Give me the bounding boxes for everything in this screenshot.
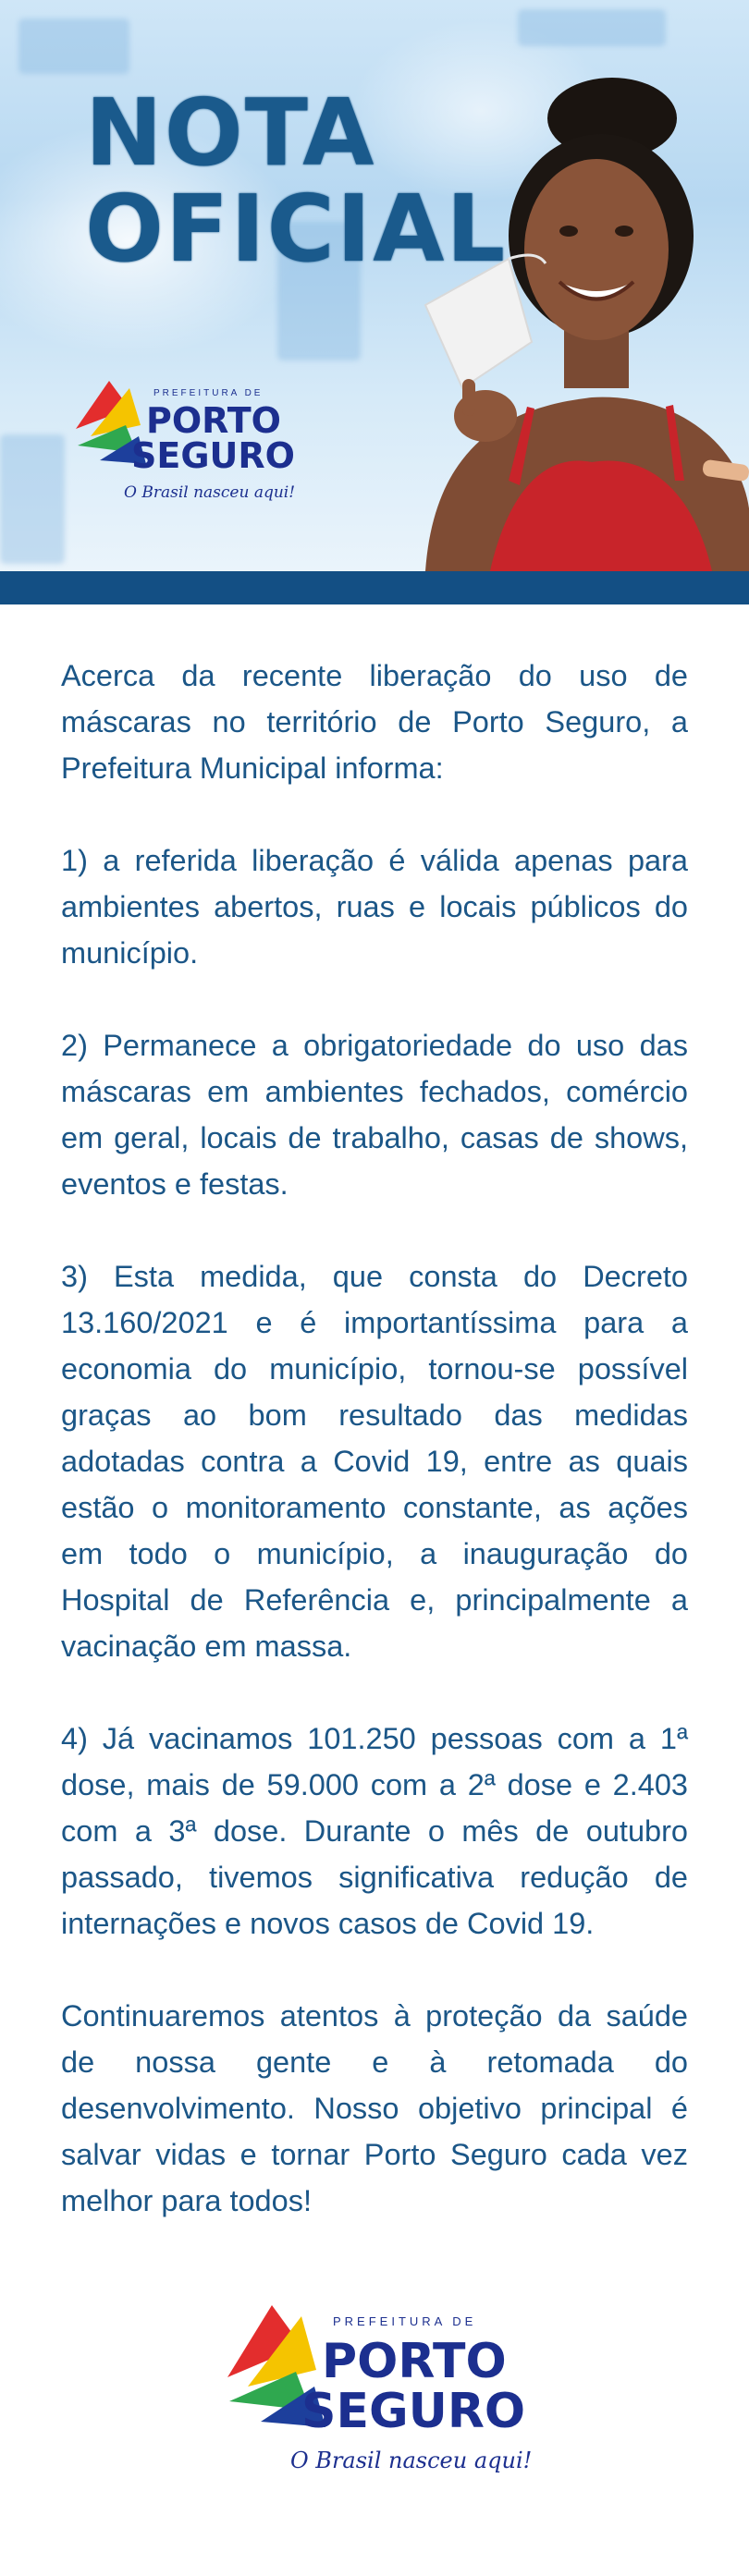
footer-logo-tagline: O Brasil nasceu aqui! <box>290 2448 533 2473</box>
item-1-paragraph: 1) a referida liberação é válida apenas para ambientes abertos, ruas e locais públicos do município. <box>61 844 688 970</box>
logo-tagline: O Brasil nasceu aqui! <box>124 483 296 502</box>
footer-logo-name-line2: SEGURO <box>301 2384 526 2439</box>
woman-with-mask-photo <box>370 74 749 571</box>
announcement-body <box>61 653 688 2224</box>
title-line-2: OFICIAL <box>85 175 508 283</box>
background-blur <box>518 9 666 46</box>
background-blur <box>18 18 129 74</box>
porto-seguro-logo <box>72 372 313 519</box>
intro-paragraph: Acerca da recente liberação do uso de máscaras no território de Porto Seguro, a Prefeitura Municipal informa: <box>61 659 688 785</box>
background-blur <box>0 434 65 564</box>
logo-top-text: PREFEITURA DE <box>153 388 264 398</box>
hero-banner <box>0 0 749 571</box>
title-line-1: NOTA <box>85 79 376 187</box>
item-4-paragraph: 4) Já vacinamos 101.250 pessoas com a 1ª dose, mais de 59.000 com a 2ª dose e 2.403 com a 3ª dose. Durante o mês de outubro passado, tivemos significativa redução de internações e novos casos de Covid 19. <box>61 1722 688 1940</box>
blue-divider-band <box>0 571 749 604</box>
footer-porto-seguro-logo <box>222 2292 536 2505</box>
logo-name-line1: PORTO <box>146 400 281 441</box>
item-2-paragraph: 2) Permanece a obrigatoriedade do uso das máscaras em ambientes fechados, comércio em geral, locais de trabalho, casas de shows, eventos e festas. <box>61 1029 688 1201</box>
closing-paragraph: Continuaremos atentos à proteção da saúde de nossa gente e à retomada do desenvolvimento. Nosso objetivo principal é salvar vidas e tornar Porto Seguro cada vez melhor para todos! <box>61 1999 688 2217</box>
item-3-paragraph: 3) Esta medida, que consta do Decreto 13.160/2021 e é importantíssima para a economia do município, tornou-se possível graças ao bom resultado das medidas adotadas contra a Covid 19, entre as quais estão o monitoramento constante, as ações em todo o município, a inauguração do Hospital de Referência e, principalmente a vacinação em massa. <box>61 1260 688 1663</box>
logo-name-line2: SEGURO <box>131 435 295 476</box>
footer-logo-name-line1: PORTO <box>322 2334 507 2389</box>
footer-logo-top-text: PREFEITURA DE <box>333 2314 477 2328</box>
